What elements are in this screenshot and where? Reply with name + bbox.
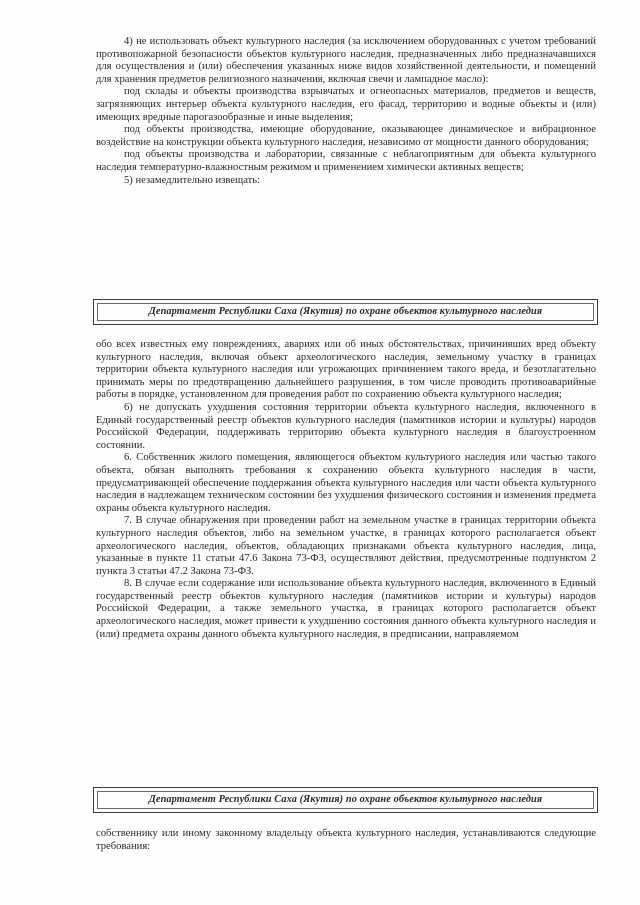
paragraph-item-4: 4) не использовать объект культурного наследия (за исключением оборудованных с учетом требований противопожарной безопасности объектов культурного наследия, предназначенных либо предназначавшихся для осуществления и (или) обеспечения указанных ниже видов хозяйственной деятельности, и помещений для хранения предметов религиозного назначения, включая свечи и лампадное масло): <box>96 36 596 85</box>
paragraph-warehouses: под склады и объекты производства взрывчатых и огнеопасных материалов, предметов и веществ, загрязняющих интерьер объекта культурного наследия, его фасад, территорию и водные объекты и (или) имеющих вредные парогазообразные и иные выделения; <box>96 86 596 123</box>
text-block-bottom <box>96 828 596 853</box>
paragraph-damage-report: обо всех известных ему повреждениях, авариях или об иных обстоятельствах, причинивших вред объекту культурного наследия, включая объект археологического наследия, земельному участку в границах территории объекта культурного наследия или угрожающих причинением такого вреда, и безотлагательно принимать меры по предотвращению дальнейшего разрушения, в том числе проводить противоаварийные работы в порядке, установленном для проведения работ по сохранению объекта культурного наследия; <box>96 339 596 401</box>
text-block-top <box>96 36 596 187</box>
paragraph-item-5: 5) незамедлительно извещать: <box>124 174 261 186</box>
paragraph-section-6: 6. Собственник жилого помещения, являющегося объектом культурного наследия или частью такого объекта, обязан выполнять требования к сохранению объекта культурного наследия в части, предусматривающей обеспечение поддержания объекта культурного наследия или части объекта культурного наследия в надлежащем техническом состоянии без ухудшения физического состояния и изменения предмета охраны объекта культурного наследия. <box>96 452 596 514</box>
paragraph-item-6: 6) не допускать ухудшения состояния территории объекта культурного наследия, включенного в Единый государственный реестр объектов культурного наследия (памятников истории и культуры) народов Российской Федерации, поддерживать территорию объекта культурного наследия в благоустроенном состоянии. <box>96 401 596 451</box>
paragraph-production-equipment: под объекты производства, имеющие оборудование, оказывающее динамическое и вибрационное воздействие на конструкции объекта культурного наследия, независимо от мощности данного оборудования; <box>96 124 596 148</box>
stamp-text: Департамент Республики Саха (Якутия) по охране объектов культурного наследия <box>148 305 543 317</box>
paragraph-owner-requirements: собственнику или иному законному владельцу объекта культурного наследия, устанавливаются следующие требования: <box>96 828 596 852</box>
stamp-text: Департамент Республики Саха (Якутия) по охране объектов культурного наследия <box>148 793 543 805</box>
text-block-middle <box>96 339 596 641</box>
paragraph-section-7: 7. В случае обнаружения при проведении работ на земельном участке в границах территории объекта культурного наследия объектов, либо на земельном участке, в границах которого располагается объект археологического наследия, объектов, обладающих признаками объекта культурного наследия, лица, указанные в пункте 11 статьи 47.6 Закона 73-ФЗ, осуществляют действия, предусмотренные подпунктом 2 пункта 3 статьи 47.2 Закона 73-ФЗ. <box>96 515 596 577</box>
department-stamp-1 <box>93 299 598 325</box>
department-stamp-2 <box>93 787 598 813</box>
paragraph-laboratories: под объекты производства и лаборатории, связанные с неблагоприятным для объекта культурного наследия температурно-влажностным режимом и применением химически активных веществ; <box>96 149 596 173</box>
paragraph-section-8: 8. В случае если содержание или использование объекта культурного наследия, включенного в Единый государственный реестр объектов культурного наследия (памятников истории и культуры) народов Российской Федерации, а также земельного участка, в границах которого располагается объект археологического наследия, может привести к ухудшению состояния данного объекта культурного наследия и (или) предмета охраны данного объекта культурного наследия, в предписании, направляемом <box>96 578 596 640</box>
